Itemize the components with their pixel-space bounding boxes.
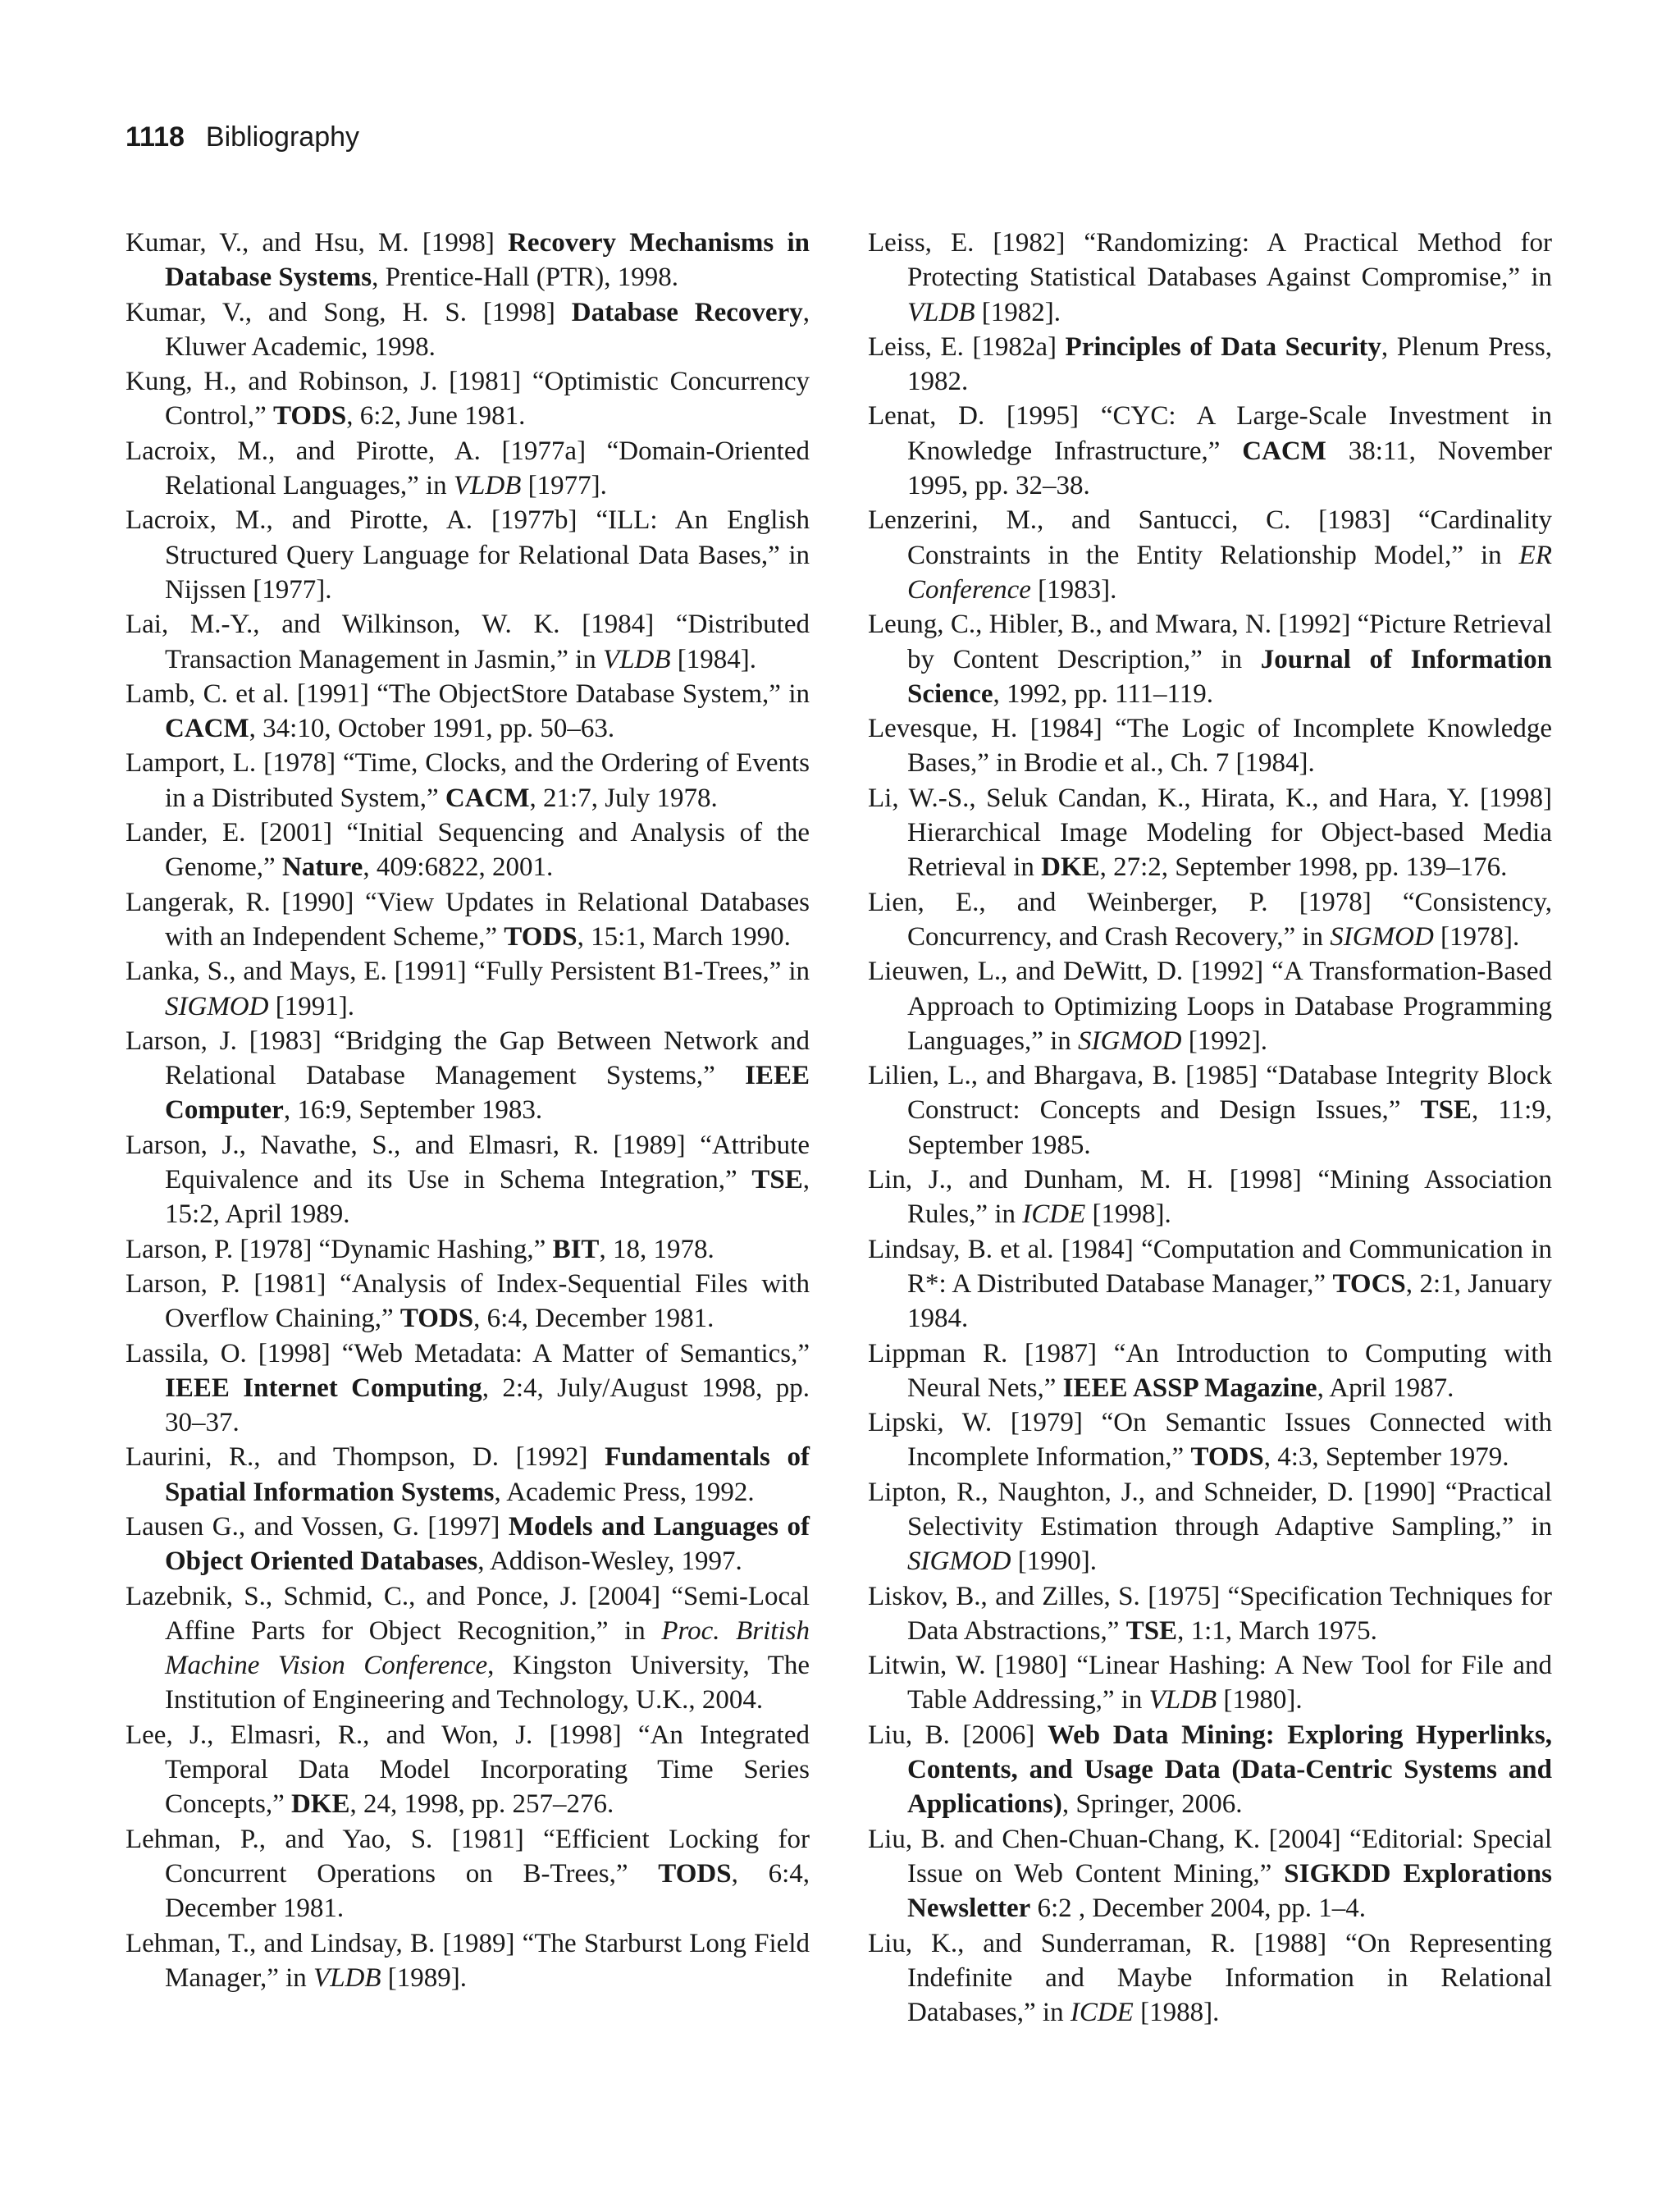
bibliography-entry xyxy=(126,503,810,607)
entry-text: Lausen G., and Vossen, G. [1997] xyxy=(126,1511,509,1542)
bibliography-entry xyxy=(868,954,1552,1058)
entry-text: Leung, C., Hibler, B., and Mwara, N. [1992] “Picture Retrieval by Content Description,” in xyxy=(868,610,1552,674)
entry-text: , 15:1, March 1990. xyxy=(577,921,791,952)
bibliography-entry xyxy=(126,815,810,885)
entry-text: Levesque, H. [1984] “The Logic of Incomplete Knowledge Bases,” in Brodie et al., Ch. 7 [1984]. xyxy=(868,714,1552,779)
page-header xyxy=(126,117,359,157)
entry-text: Liu, K., and Sunderraman, R. [1988] “On Representing Indefinite and Maybe Information in Relational Databases,” in xyxy=(868,1928,1552,2028)
entry-text: Litwin, W. [1980] “Linear Hashing: A New Tool for File and Table Addressing,” in xyxy=(868,1651,1552,1715)
bibliography-entry xyxy=(126,1336,810,1441)
bibliography-entry xyxy=(126,677,810,747)
entry-title-bold: SIGKDD Explorations Newsletter xyxy=(907,1858,1552,1924)
entry-title-bold: IEEE Internet Computing xyxy=(165,1373,482,1403)
entry-text: , Academic Press, 1992. xyxy=(494,1477,755,1507)
entry-text: , Plenum Press, 1982. xyxy=(907,331,1552,397)
entry-text: , 11:9, September 1985. xyxy=(907,1095,1552,1160)
entry-title-bold: TODS xyxy=(504,921,578,952)
entry-text: , 2:4, July/August 1998, pp. 30–37. xyxy=(165,1373,810,1438)
bibliography-entry xyxy=(868,607,1552,711)
entry-text: , 1:1, March 1975. xyxy=(1177,1615,1377,1646)
entry-title-bold: Fundamentals of Spatial Information Systems xyxy=(165,1442,810,1507)
entry-title-bold: DKE xyxy=(1041,852,1100,883)
entry-title-bold: TSE xyxy=(1125,1615,1178,1646)
entry-text: 6:2 , December 2004, pp. 1–4. xyxy=(1030,1894,1366,1924)
bibliography-entry xyxy=(868,1336,1552,1406)
entry-title-bold: TOCS xyxy=(1332,1268,1406,1299)
entry-text: Lai, M.-Y., and Wilkinson, W. K. [1984] “Distributed Transaction Management in Jasmin,” in xyxy=(126,610,810,674)
bibliography-entry xyxy=(126,1510,810,1579)
entry-title-bold: DKE xyxy=(290,1789,350,1820)
entry-title-bold: TODS xyxy=(272,401,347,432)
entry-text: , 34:10, October 1991, pp. 50–63. xyxy=(249,714,615,744)
entry-text: , 4:3, September 1979. xyxy=(1263,1442,1509,1473)
entry-text: Laurini, R., and Thompson, D. [1992] xyxy=(126,1442,605,1473)
entry-text: , Addison-Wesley, 1997. xyxy=(477,1546,742,1577)
entry-text: Lee, J., Elmasri, R., and Won, J. [1998] “An Integrated Temporal Data Model Incorporating Time Series Concepts,” xyxy=(126,1720,810,1820)
entry-title-bold: Principles of Data Security xyxy=(1065,331,1381,362)
entry-text: Lin, J., and Dunham, M. H. [1998] “Mining Association Rules,” in xyxy=(868,1165,1552,1230)
bibliography-entry xyxy=(868,503,1552,607)
entry-venue-italic: SIGMOD xyxy=(165,991,269,1021)
entry-text: , 18, 1978. xyxy=(599,1234,714,1264)
bibliography-entry xyxy=(126,364,810,434)
bibliography-entry xyxy=(126,1267,810,1336)
entry-title-bold: Recovery Mechanisms in Database Systems xyxy=(165,228,810,293)
bibliography-entry xyxy=(868,1822,1552,1926)
entry-title-bold: TSE xyxy=(751,1165,803,1195)
bibliography-column-right xyxy=(868,226,1552,2030)
bibliography-entry xyxy=(868,1475,1552,1579)
bibliography-entry xyxy=(126,1128,810,1232)
bibliography-entry xyxy=(126,885,810,955)
entry-title-bold: Web Data Mining: Exploring Hyperlinks, Contents, and Usage Data (Data-Centric Systems and Applications) xyxy=(907,1720,1552,1820)
entry-text: , 6:2, June 1981. xyxy=(346,401,526,432)
bibliography-entry xyxy=(868,330,1552,400)
entry-text: [1977]. xyxy=(521,471,607,501)
entry-text: [1992]. xyxy=(1181,1026,1267,1056)
entry-title-bold: CACM xyxy=(1242,436,1326,466)
entry-title-bold: Models and Languages of Object Oriented Databases xyxy=(165,1511,810,1577)
entry-text: Lassila, O. [1998] “Web Metadata: A Matter of Semantics,” xyxy=(126,1338,810,1368)
entry-text: Lazebnik, S., Schmid, C., and Ponce, J. [2004] “Semi-Local Affine Parts for Object Recognition,” in xyxy=(126,1581,810,1646)
bibliography-entry xyxy=(868,1405,1552,1475)
entry-text: Lamb, C. et al. [1991] “The ObjectStore Database System,” in xyxy=(126,678,810,709)
bibliography-entry xyxy=(868,399,1552,503)
entry-text: Kung, H., and Robinson, J. [1981] “Optimistic Concurrency Control,” xyxy=(126,367,810,432)
bibliography-entry xyxy=(126,1822,810,1926)
bibliography-entry xyxy=(868,226,1552,330)
entry-text: Lehman, T., and Lindsay, B. [1989] “The Starburst Long Field Manager,” in xyxy=(126,1928,810,1993)
entry-text: , 21:7, July 1978. xyxy=(529,783,718,813)
entry-venue-italic: ICDE xyxy=(1070,1998,1134,2028)
entry-text: Lanka, S., and Mays, E. [1991] “Fully Persistent B1-Trees,” in xyxy=(126,957,810,987)
entry-title-bold: Nature xyxy=(281,852,363,883)
bibliography-entry xyxy=(126,434,810,504)
bibliography-entry xyxy=(868,1718,1552,1822)
entry-text: , 15:2, April 1989. xyxy=(165,1165,810,1230)
entry-venue-italic: SIGMOD xyxy=(1330,921,1434,952)
entry-text: Larson, P. [1981] “Analysis of Index-Sequential Files with Overflow Chaining,” xyxy=(126,1268,810,1334)
entry-text: Liu, B. [2006] xyxy=(868,1720,1048,1750)
entry-text: Li, W.-S., Seluk Candan, K., Hirata, K., and Hara, Y. [1998] Hierarchical Image Modeling for Object-based Media Retrieval in xyxy=(868,783,1552,883)
entry-text: Liskov, B., and Zilles, S. [1975] “Specification Techniques for Data Abstractions,” xyxy=(868,1581,1552,1646)
entry-text: Lacroix, M., and Pirotte, A. [1977a] “Domain-Oriented Relational Languages,” in xyxy=(126,436,810,501)
entry-text: Lippman R. [1987] “An Introduction to Computing with Neural Nets,” xyxy=(868,1338,1552,1403)
entry-text: [1978]. xyxy=(1433,921,1520,952)
entry-text: Liu, B. and Chen-Chuan-Chang, K. [2004] “Editorial: Special Issue on Web Content Mining,” xyxy=(868,1824,1552,1889)
entry-venue-italic: VLDB xyxy=(313,1962,381,1993)
entry-text: 38:11, November 1995, pp. 32–38. xyxy=(907,436,1553,501)
bibliography-entry xyxy=(868,781,1552,885)
entry-title-bold: IEEE Computer xyxy=(165,1061,810,1126)
bibliography-entry xyxy=(126,295,810,365)
entry-text: Lieuwen, L., and DeWitt, D. [1992] “A Transformation-Based Approach to Optimizing Loops in Database Programming Languages,” in xyxy=(868,957,1552,1056)
entry-text: Larson, J. [1983] “Bridging the Gap Between Network and Relational Database Management Systems,” xyxy=(126,1026,810,1091)
bibliography-entry xyxy=(868,1579,1552,1649)
entry-text: , Springer, 2006. xyxy=(1061,1789,1243,1820)
entry-text: Lehman, P., and Yao, S. [1981] “Efficient Locking for Concurrent Operations on B-Trees,” xyxy=(126,1824,810,1889)
bibliography-entry xyxy=(126,1718,810,1822)
entry-text: , 6:4, December 1981. xyxy=(165,1858,810,1924)
section-title: Bibliography xyxy=(205,121,360,153)
entry-text: Lipski, W. [1979] “On Semantic Issues Connected with Incomplete Information,” xyxy=(868,1408,1552,1473)
entry-text: Lindsay, B. et al. [1984] “Computation and Communication in R*: A Distributed Database Manager,” xyxy=(868,1234,1552,1299)
entry-text: [1984]. xyxy=(670,644,757,674)
entry-venue-italic: VLDB xyxy=(453,471,522,501)
entry-text: Larson, P. [1978] “Dynamic Hashing,” xyxy=(126,1234,553,1264)
entry-venue-italic: SIGMOD xyxy=(907,1546,1011,1577)
entry-text: , 1992, pp. 111–119. xyxy=(993,678,1214,709)
bibliography-column-left xyxy=(126,226,810,1995)
entry-text: Lilien, L., and Bhargava, B. [1985] “Database Integrity Block Construct: Concepts and Design Issues,” xyxy=(868,1061,1552,1126)
bibliography-entry xyxy=(126,954,810,1024)
entry-venue-italic: VLDB xyxy=(1148,1685,1217,1715)
entry-text: Lenzerini, M., and Santucci, C. [1983] “Cardinality Constraints in the Entity Relationship Model,” in xyxy=(868,505,1552,570)
bibliography-entry xyxy=(126,1579,810,1718)
entry-text: , 2:1, January 1984. xyxy=(907,1268,1552,1334)
entry-text: [1991]. xyxy=(268,991,354,1021)
bibliography-entry xyxy=(126,1926,810,1996)
bibliography-entry xyxy=(868,1926,1552,2031)
entry-title-bold: BIT xyxy=(552,1234,600,1264)
entry-text: Kumar, V., and Hsu, M. [1998] xyxy=(126,228,509,258)
bibliography-entry xyxy=(868,1163,1552,1232)
entry-text: [1988]. xyxy=(1133,1998,1220,2028)
entry-text: , 409:6822, 2001. xyxy=(363,852,554,883)
entry-text: , 6:4, December 1981. xyxy=(473,1304,714,1334)
bibliography-entry xyxy=(126,1024,810,1128)
entry-venue-italic: VLDB xyxy=(907,297,975,327)
entry-title-bold: IEEE ASSP Magazine xyxy=(1062,1373,1317,1403)
entry-text: , April 1987. xyxy=(1317,1373,1454,1403)
entry-text: Kumar, V., and Song, H. S. [1998] xyxy=(126,297,572,327)
bibliography-entry xyxy=(868,1058,1552,1163)
bibliography-entry xyxy=(868,1648,1552,1718)
entry-text: , Kingston University, The Institution of Engineering and Technology, U.K., 2004. xyxy=(165,1651,810,1715)
entry-text: [1989]. xyxy=(381,1962,468,1993)
entry-title-bold: Database Recovery xyxy=(571,297,803,327)
entry-text: , 27:2, September 1998, pp. 139–176. xyxy=(1099,852,1508,883)
entry-text: , 16:9, September 1983. xyxy=(283,1095,543,1126)
bibliography-entry xyxy=(126,746,810,815)
page-number: 1118 xyxy=(126,121,185,153)
entry-venue-italic: SIGMOD xyxy=(1078,1026,1182,1056)
entry-text: [1990]. xyxy=(1011,1546,1097,1577)
entry-text: Leiss, E. [1982a] xyxy=(868,331,1066,362)
entry-text: Leiss, E. [1982] “Randomizing: A Practical Method for Protecting Statistical Databases Against Compromise,” in xyxy=(868,228,1552,293)
entry-text: [1983]. xyxy=(1030,574,1117,605)
entry-title-bold: CACM xyxy=(445,783,530,813)
bibliography-entry xyxy=(868,711,1552,781)
entry-text: Lipton, R., Naughton, J., and Schneider, D. [1990] “Practical Selectivity Estimation through Adaptive Sampling,” in xyxy=(868,1477,1552,1542)
entry-title-bold: TSE xyxy=(1420,1095,1472,1126)
entry-text: Lander, E. [2001] “Initial Sequencing and Analysis of the Genome,” xyxy=(126,818,810,883)
entry-text: [1998]. xyxy=(1085,1199,1171,1230)
entry-venue-italic: ICDE xyxy=(1022,1199,1086,1230)
bibliography-entry xyxy=(126,1232,810,1267)
entry-title-bold: TODS xyxy=(399,1304,474,1334)
bibliography-entry xyxy=(868,1232,1552,1336)
entry-text: [1982]. xyxy=(975,297,1061,327)
bibliography-entry xyxy=(126,1440,810,1510)
entry-text: Lenat, D. [1995] “CYC: A Large-Scale Investment in Knowledge Infrastructure,” xyxy=(868,401,1552,466)
entry-text: Lien, E., and Weinberger, P. [1978] “Consistency, Concurrency, and Crash Recovery,” in xyxy=(868,887,1552,952)
entry-text: , Prentice-Hall (PTR), 1998. xyxy=(372,263,679,293)
entry-venue-italic: VLDB xyxy=(603,644,671,674)
entry-title-bold: Journal of Information Science xyxy=(907,644,1552,709)
entry-title-bold: CACM xyxy=(165,714,249,744)
entry-text: , 24, 1998, pp. 257–276. xyxy=(349,1789,614,1820)
bibliography-entry xyxy=(868,885,1552,955)
bibliography-entry xyxy=(126,607,810,677)
entry-venue-italic: ER Conference xyxy=(907,540,1552,605)
entry-text: Langerak, R. [1990] “View Updates in Relational Databases with an Independent Scheme,” xyxy=(126,887,810,952)
entry-text: Lacroix, M., and Pirotte, A. [1977b] “ILL: An English Structured Query Language for Relational Data Bases,” in Nijssen [1977]. xyxy=(126,505,810,605)
entry-text: Lamport, L. [1978] “Time, Clocks, and the Ordering of Events in a Distributed System,” xyxy=(126,748,810,813)
bibliography-entry xyxy=(126,226,810,295)
entry-venue-italic: Proc. British Machine Vision Conference xyxy=(165,1615,810,1681)
entry-title-bold: TODS xyxy=(658,1858,732,1889)
entry-text: Larson, J., Navathe, S., and Elmasri, R. [1989] “Attribute Equivalence and its Use in Schema Integration,” xyxy=(126,1130,810,1195)
entry-title-bold: TODS xyxy=(1190,1442,1264,1473)
entry-text: [1980]. xyxy=(1217,1685,1303,1715)
entry-text: , Kluwer Academic, 1998. xyxy=(165,297,810,362)
